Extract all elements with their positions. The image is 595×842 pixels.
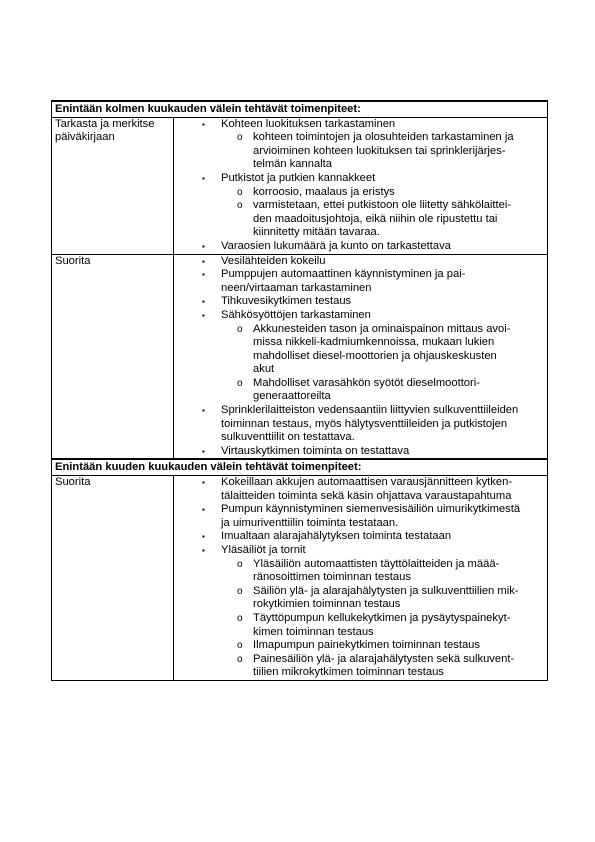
task-item-line: Virtauskytkimen toiminta on testattava [221, 444, 410, 457]
sub-task-line: tiilien mikrokytkimen toiminnan testaus [253, 666, 444, 679]
maintenance-table-body [52, 101, 548, 680]
square-bullet-icon: ▪ [202, 505, 205, 515]
circle-bullet-icon: o [237, 640, 243, 652]
sub-task-list [221, 323, 544, 405]
sub-task-line: varmistetaan, ettei putkistoon ole liitetty sähkölaittei- [253, 199, 512, 212]
task-label-line: päiväkirjaan [55, 131, 115, 144]
task-list [177, 118, 544, 254]
task-items-cell [174, 254, 548, 459]
sub-task-line: arvioiminen kohteen luokituksen tai sprinklerijärjes- [253, 144, 506, 157]
task-row [52, 254, 548, 459]
circle-bullet-icon: o [237, 200, 243, 212]
task-item [202, 476, 544, 503]
task-list [177, 476, 544, 680]
sub-task-item [237, 639, 544, 653]
circle-bullet-icon: o [237, 186, 243, 198]
task-item [202, 503, 544, 530]
square-bullet-icon: ▪ [202, 270, 205, 280]
task-label-line: Tarkasta ja merkitse [55, 117, 155, 130]
circle-bullet-icon: o [237, 585, 243, 597]
section-heading: Enintään kuuden kuukauden välein tehtävät toimenpiteet: [52, 459, 548, 475]
task-item [202, 117, 544, 172]
square-bullet-icon: ▪ [202, 173, 205, 183]
sub-task-line: kimen toiminnan testaus [253, 625, 374, 638]
sub-task-item [237, 611, 544, 639]
sub-task-list [221, 186, 544, 240]
task-item-line: Sähkösyöttöjen tarkastaminen [221, 308, 371, 321]
square-bullet-icon: ▪ [202, 119, 205, 129]
task-label-line: Suorita [55, 254, 91, 267]
sub-task-item [237, 557, 544, 585]
sub-task-line: Ilmapumpun painekytkimen toiminnan testaus [253, 639, 480, 652]
task-item [202, 530, 544, 544]
square-bullet-icon: ▪ [202, 310, 205, 320]
task-item-line: Varaosien lukumäärä ja kunto on tarkastettava [221, 239, 451, 252]
square-bullet-icon: ▪ [202, 532, 205, 542]
circle-bullet-icon: o [237, 558, 243, 570]
maintenance-table [51, 100, 548, 681]
sub-task-list [221, 558, 544, 680]
sub-task-line: korroosio, maalaus ja eristys [253, 185, 395, 198]
task-label-cell [52, 476, 174, 681]
task-item-line: Yläsäiliöt ja tornit [221, 544, 306, 556]
task-items-cell [174, 476, 548, 681]
task-item [202, 544, 544, 680]
task-item-line: Sprinklerilaitteiston vedensaantiin liittyvien sulkuventtiileiden [221, 404, 519, 417]
circle-bullet-icon: o [237, 653, 243, 665]
section-heading-row [52, 459, 548, 475]
task-item-line: sulkuventtiilit on testattava. [221, 431, 355, 444]
sub-task-line: rokytkimien toiminnan testaus [253, 598, 401, 611]
circle-bullet-icon: o [237, 377, 243, 389]
square-bullet-icon: ▪ [202, 446, 205, 456]
sub-task-item [237, 131, 544, 172]
sub-task-line: akut [253, 363, 275, 376]
task-item-line: Pumppujen automaattinen käynnistyminen ja pai- [221, 268, 466, 281]
square-bullet-icon: ▪ [202, 241, 205, 251]
square-bullet-icon: ▪ [202, 406, 205, 416]
task-item-line: Putkistot ja putkien kannakkeet [221, 171, 376, 184]
sub-task-line: missa nikkeli-kadmiumkennoissa, mukaan lukien [253, 336, 495, 349]
task-item-line: Pumpun käynnistyminen siemenvesisäiliön uimurikytkimestä [221, 503, 521, 516]
task-item-line: Kokeillaan akkujen automaattisen varausjännitteen kytken- [221, 476, 513, 489]
sub-task-line: Säiliön ylä- ja alarajahälytysten ja sulkuventtiilien mik- [253, 584, 519, 597]
task-label-cell [52, 117, 174, 254]
task-items-cell [174, 117, 548, 254]
sub-task-line: Painesäiliön ylä- ja alarajahälytysten sekä sulkuvent- [253, 652, 515, 665]
task-item [202, 268, 544, 295]
circle-bullet-icon: o [237, 612, 243, 624]
sub-task-item [237, 376, 544, 404]
sub-task-line: kiinnitetty mitään tavaraa. [253, 226, 380, 239]
square-bullet-icon: ▪ [202, 478, 205, 488]
section-heading-row [52, 101, 548, 117]
task-row [52, 117, 548, 254]
task-item [202, 171, 544, 240]
sub-task-line: Mahdolliset varasähkön syötöt dieselmoottori- [253, 376, 480, 389]
task-item [202, 444, 544, 459]
task-item [202, 295, 544, 309]
sub-task-line: den maadoitusjohtoja, eikä niihin ole ripustettu tai [253, 212, 498, 225]
task-row [52, 476, 548, 681]
sub-task-line: Akkunesteiden tason ja ominaispainon mittaus avoi- [253, 322, 511, 335]
task-item-line: tälaitteiden toiminta sekä käsin ohjattava varaustapahtuma [221, 489, 512, 502]
task-item-line: Tihkuvesikytkimen testaus [221, 295, 352, 308]
task-label-line: Suorita [55, 476, 91, 489]
sub-task-item [237, 185, 544, 200]
task-item [202, 308, 544, 404]
sub-task-item [237, 652, 544, 680]
sub-task-line: ränosoittimen toiminnan testaus [253, 571, 411, 584]
square-bullet-icon: ▪ [202, 546, 205, 555]
task-item-line: neen/virtaaman tarkastaminen [221, 281, 372, 294]
circle-bullet-icon: o [237, 132, 243, 144]
square-bullet-icon: ▪ [202, 297, 205, 307]
sub-task-line: generaattoreilta [253, 390, 331, 403]
task-item-line: ja uimuriventtiilin toiminta testataan. [221, 516, 399, 529]
sub-task-item [237, 322, 544, 377]
sub-task-item [237, 199, 544, 240]
square-bullet-icon: ▪ [202, 256, 205, 266]
sub-task-line: mahdolliset diesel-moottorien ja ohjauskeskusten [253, 349, 497, 362]
task-item-line: Kohteen luokituksen tarkastaminen [221, 117, 396, 130]
sub-task-line: kohteen toimintojen ja olosuhteiden tarkastaminen ja [253, 131, 514, 144]
maintenance-document [51, 100, 547, 681]
sub-task-line: Yläsäiliön automaattisten täyttölaitteiden ja määä- [253, 557, 500, 570]
sub-task-list [221, 131, 544, 172]
section-heading: Enintään kolmen kuukauden välein tehtävät toimenpiteet: [52, 101, 548, 117]
sub-task-item [237, 584, 544, 612]
sub-task-line: telmän kannalta [253, 158, 332, 171]
task-item-line: toiminnan testaus, myös hälytysventtiileiden ja putkistojen [221, 417, 508, 430]
task-label-cell [52, 254, 174, 459]
task-item [202, 404, 544, 445]
task-item [202, 239, 544, 254]
circle-bullet-icon: o [237, 323, 243, 335]
sub-task-line: Täyttöpumpun kellukekytkimen ja pysäytyspainekyt- [253, 611, 511, 624]
task-item [202, 254, 544, 269]
task-item-line: Vesilähteiden kokeilu [221, 254, 326, 267]
task-item-line: Imualtaan alarajahälytyksen toiminta testataan [221, 530, 452, 543]
task-list [177, 255, 544, 459]
